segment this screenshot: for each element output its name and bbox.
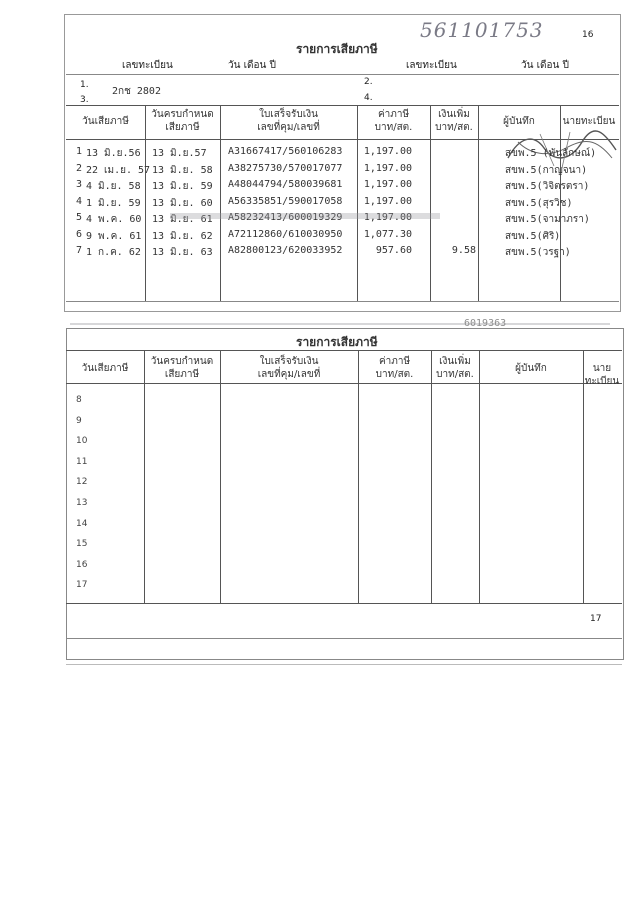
recorder-cell: สขพ.5(กาญจนา)	[505, 164, 588, 176]
surcharge-cell: 9.58	[451, 245, 476, 256]
hdr-tax-date: วันเสียภาษี	[81, 363, 129, 374]
divider	[144, 350, 145, 603]
row-number: 10	[76, 436, 88, 447]
recorder-cell: สขพ.5(ศิริ)	[505, 230, 561, 242]
due-date-cell: 13 มิ.ย. 59	[152, 181, 213, 192]
hdr-registrar: นายทะเบียน	[584, 363, 620, 387]
row-number: 14	[76, 518, 88, 529]
tax-amount-cell: 957.60	[375, 245, 412, 256]
upper-title: รายการเสียภาษี	[296, 42, 378, 56]
row-number: 1	[76, 146, 83, 157]
row-number: 13	[76, 498, 88, 508]
hdr-recorder: ผู้บันทึก	[503, 116, 535, 127]
scan-artifact	[170, 213, 440, 219]
divider	[66, 74, 619, 75]
hdr-tax-date: วันเสียภาษี	[82, 116, 129, 127]
receipt-cell: A72112860/610030950	[228, 228, 343, 240]
divider	[66, 664, 622, 665]
reg-row-1: 1.	[80, 80, 89, 90]
scan-artifact	[70, 323, 610, 325]
reg-row-4: 4.	[364, 93, 373, 103]
receipt-cell: A58232413/600019329	[228, 212, 343, 223]
row-number: 8	[76, 395, 82, 405]
hdr-recorder: ผู้บันทึก	[515, 363, 547, 374]
divider	[66, 350, 622, 351]
recorder-cell: สขพ.5(สุรวิช)	[505, 197, 573, 209]
tax-date-cell: 4 พ.ค. 60	[86, 214, 142, 225]
reg-row-3: 3.	[80, 95, 89, 105]
row-number: 5	[76, 212, 83, 223]
row-number: 9	[76, 415, 82, 426]
faded-number: 6019363	[464, 318, 507, 329]
handwritten-number: 561101753	[420, 18, 544, 42]
reg-header-right: เลขทะเบียน	[406, 60, 457, 71]
divider	[66, 638, 622, 639]
divider	[220, 350, 221, 603]
tax-amount-cell: 1,197.00	[363, 179, 412, 190]
due-date-cell: 13 มิ.ย. 58	[152, 164, 213, 176]
row-number: 15	[76, 539, 88, 550]
recorder-cell: สขพ.5(จามาภรา)	[505, 214, 590, 225]
tax-date-cell: 4 มิ.ย. 58	[86, 181, 141, 192]
due-date-cell: 13 มิ.ย. 61	[152, 214, 213, 225]
reg-value: 2กช 2802	[112, 86, 161, 97]
hdr-receipt: ใบเสร็จรับเงิน เลขที่คุม/เลขที่	[257, 109, 320, 133]
reg-header-left: เลขทะเบียน	[122, 60, 173, 71]
row-number: 2	[76, 162, 83, 174]
row-number: 17	[76, 580, 88, 591]
divider	[66, 603, 622, 604]
hdr-tax-amount: ค่าภาษี บาท/สต.	[375, 356, 414, 380]
row-number: 7	[76, 245, 83, 256]
page-number-top: 16	[582, 30, 594, 40]
receipt-cell: A31667417/560106283	[228, 146, 343, 157]
receipt-cell: A38275730/570017077	[228, 162, 343, 174]
row-number: 6	[76, 228, 83, 240]
receipt-cell: A82800123/620033952	[228, 245, 343, 256]
tax-amount-cell: 1,197.00	[363, 195, 412, 207]
tax-amount-cell: 1,197.00	[363, 162, 412, 174]
divider	[430, 105, 431, 301]
recorder-cell: สขพ.5(วิจิตรตรา)	[505, 181, 590, 192]
divider	[431, 350, 432, 603]
tax-amount-cell: 1,077.30	[363, 228, 412, 240]
divider	[220, 105, 221, 301]
tax-date-cell: 9 พ.ค. 61	[86, 230, 142, 242]
row-number: 16	[76, 559, 88, 570]
divider	[357, 105, 358, 301]
tax-amount-cell: 1,197.00	[363, 212, 412, 223]
hdr-surcharge: เงินเพิ่ม บาท/สต.	[436, 356, 474, 380]
row-number: 11	[76, 456, 88, 467]
hdr-receipt: ใบเสร็จรับเงิน เลขที่คุม/เลขที่	[257, 356, 321, 380]
tax-date-cell: 13 มิ.ย.56	[86, 148, 141, 159]
recorder-cell: สขพ.5 (พันลักษณ์)	[505, 148, 597, 159]
reg-row-2: 2.	[364, 77, 373, 87]
recorder-cell: สขพ.5(วรฐา)	[505, 247, 571, 258]
divider	[145, 105, 146, 301]
divider	[358, 350, 359, 603]
tax-amount-cell: 1,197.00	[363, 146, 412, 157]
hdr-surcharge: เงินเพิ่ม บาท/สต.	[435, 109, 473, 133]
divider	[478, 105, 479, 301]
row-number: 4	[76, 195, 83, 207]
due-date-cell: 13 มิ.ย. 63	[152, 247, 213, 258]
tax-date-cell: 1 มิ.ย. 59	[86, 197, 141, 209]
date-header-left: วัน เดือน ปี	[228, 60, 276, 71]
date-header-right: วัน เดือน ปี	[521, 60, 569, 71]
due-date-cell: 13 มิ.ย. 60	[152, 197, 213, 209]
hdr-tax-amount: ค่าภาษี บาท/สต.	[374, 109, 413, 133]
receipt-cell: A56335851/590017058	[228, 195, 343, 207]
hdr-due-date: วันครบกำหนด เสียภาษี	[150, 356, 214, 380]
row-number: 12	[76, 477, 88, 488]
divider	[66, 383, 622, 384]
page-number-bottom: 17	[590, 614, 602, 624]
due-date-cell: 13 มิ.ย.57	[152, 148, 207, 159]
divider	[66, 301, 619, 302]
receipt-cell: A48044794/580039681	[228, 179, 343, 190]
tax-date-cell: 22 เม.ย. 57	[86, 164, 151, 176]
hdr-registrar: นายทะเบียน	[562, 116, 616, 127]
lower-title: รายการเสียภาษี	[296, 335, 378, 349]
hdr-due-date: วันครบกำหนด เสียภาษี	[151, 109, 214, 133]
divider	[66, 105, 619, 106]
tax-date-cell: 1 ก.ค. 62	[86, 247, 141, 258]
divider	[479, 350, 480, 603]
row-number: 3	[76, 179, 83, 190]
due-date-cell: 13 มิ.ย. 62	[152, 230, 213, 242]
